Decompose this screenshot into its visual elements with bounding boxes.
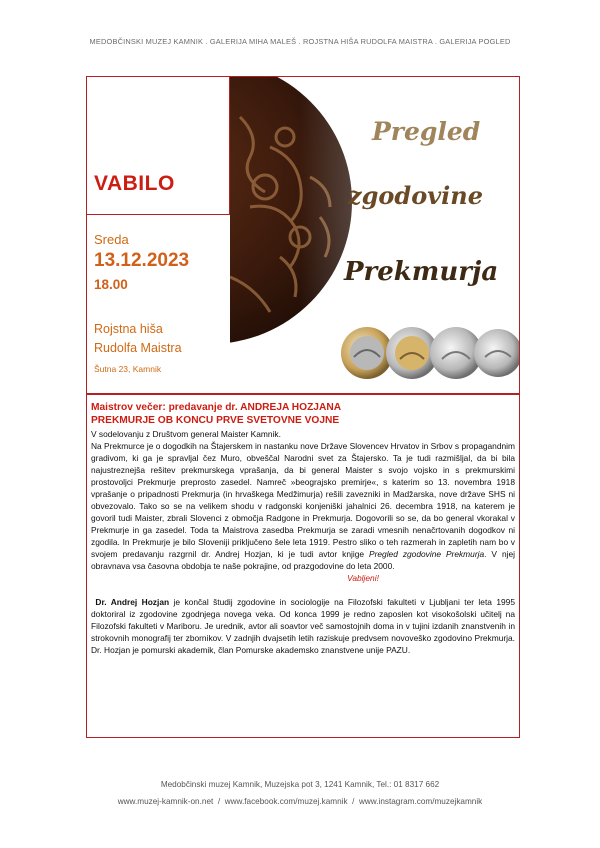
invitation-title: VABILO <box>94 172 175 195</box>
paragraph-text: . V njej obravnava vsa časovna obdobja te naše pokrajine, od prazgodovine do leta 2000. <box>91 549 516 571</box>
footer-links <box>0 797 600 806</box>
book-title: Pregled zgodovine Prekmurja <box>369 549 485 559</box>
event-day: Sreda <box>94 232 129 247</box>
article-heading: Maistrov večer: predavanje dr. ANDREJA HOZJANA <box>91 402 342 413</box>
instagram-link[interactable]: www.instagram.com/muzejkamnik <box>358 797 483 806</box>
article-subheading: PREKMURJE OB KONCU PRVE SVETOVNE VOJNE <box>91 415 340 426</box>
event-location: Rojstna hiša <box>94 322 163 336</box>
author-name: Dr. Andrej Hozjan <box>95 597 170 607</box>
cover-title-line: Pregled <box>372 117 481 146</box>
author-bio <box>91 596 515 656</box>
event-address: Šutna 23, Kamnik <box>94 364 162 374</box>
event-location: Rudolfa Maistra <box>94 341 182 355</box>
coin-image <box>474 329 519 377</box>
event-date: 13.12.2023 <box>94 250 190 271</box>
bio-text: je končal študij zgodovine in sociologije na Filozofski fakulteti v Ljubljani ter leta 1995 doktoriral iz zgodovine zgodnjega novega veka. Od konca 1999 je redno zaposlen kot visokošolski učitelj na Filozofski fakulteti v Mariboru. Je urednik, avtor ali soavtor več samostojnih doma in v tujini izdanih znanstvenih in strokovnih monografij ter zbornikov. V zadnjih dvajsetih letih raziskuje predvsem novoveško zgodovino Prekmurja. Dr. Hozjan je pomurski akademik, član Pomurske akademsko znanstvene unije PAZU. <box>91 597 515 655</box>
divider <box>86 214 230 215</box>
facebook-link[interactable]: www.facebook.com/muzej.kamnik <box>224 797 348 806</box>
footer-address: Medobčinski muzej Kamnik, Muzejska pot 3, 1241 Kamnik, Tel.: 01 8317 662 <box>160 780 440 789</box>
article-intro: V sodelovanju z Društvom general Maister Kamnik. <box>91 429 281 439</box>
article-paragraph <box>91 440 515 572</box>
museum-header: MEDOBČINSKI MUZEJ KAMNIK . GALERIJA MIHA MALEŠ . ROJSTNA HIŠA RUDOLFA MAISTRA . GALERIJA POGLED <box>89 37 511 46</box>
event-time: 18.00 <box>94 277 128 292</box>
website-link[interactable]: www.muzej-kamnik-on.net <box>117 797 214 806</box>
cover-title-line: zgodovine <box>348 181 483 210</box>
book-cover-image <box>230 77 519 393</box>
separator: / <box>217 797 221 806</box>
welcome-text: Vabljeni! <box>347 573 379 583</box>
coin-image <box>341 327 393 379</box>
cover-title-line: Prekmurja <box>344 257 499 287</box>
separator: / <box>352 797 355 806</box>
paragraph-text: Na Prekmurce je o dogodkih na Štajerskem in nastanku nove Države Slovencev Hrvatov in Srbov s propagandnim gradivom, ki ga je spravljal čez Muro, obveščal Narodni svet za Štajersko. Ta je tudi razmišljal, da bi bila najustreznejša rešitev prekmurskega vprašanja, da bi general Maister s svojo vojsko in s prekmurskimi prostovoljci Prekmurje preprosto zasedel. Namreč »beograjsko premirje«, s katerim so 13. novembra 1918 vprašanje o pripadnosti Prekmurja (in hrvaškega Medžimurja) rešili zavezniki in Madžarska, nove države SHS ni obvezovalo. Tako so se na velikem shodu v radgonski konjeniški jahalnici 26. decembra 1918, na katerem je govoril tudi Maister, zbrali Slovenci z območja Radgone in Prekmurja. Dogovorili so se, da bo general vkorakal v Prekmurje in ga zasedel. Toda ta Maistrova zasedba Prekmurja se zaradi vmesnih nenačrtovanih dogodkov ni zgodila. In Prekmurje je bilo Sloveniji priključeno šele leta 1919. Pestro sliko o teh razmerah in zapletih nam bo v svojem predavanju razgrnil dr. Andrej Hozjan, ki je tudi avtor knjige <box>91 441 515 559</box>
article-content <box>91 401 515 656</box>
